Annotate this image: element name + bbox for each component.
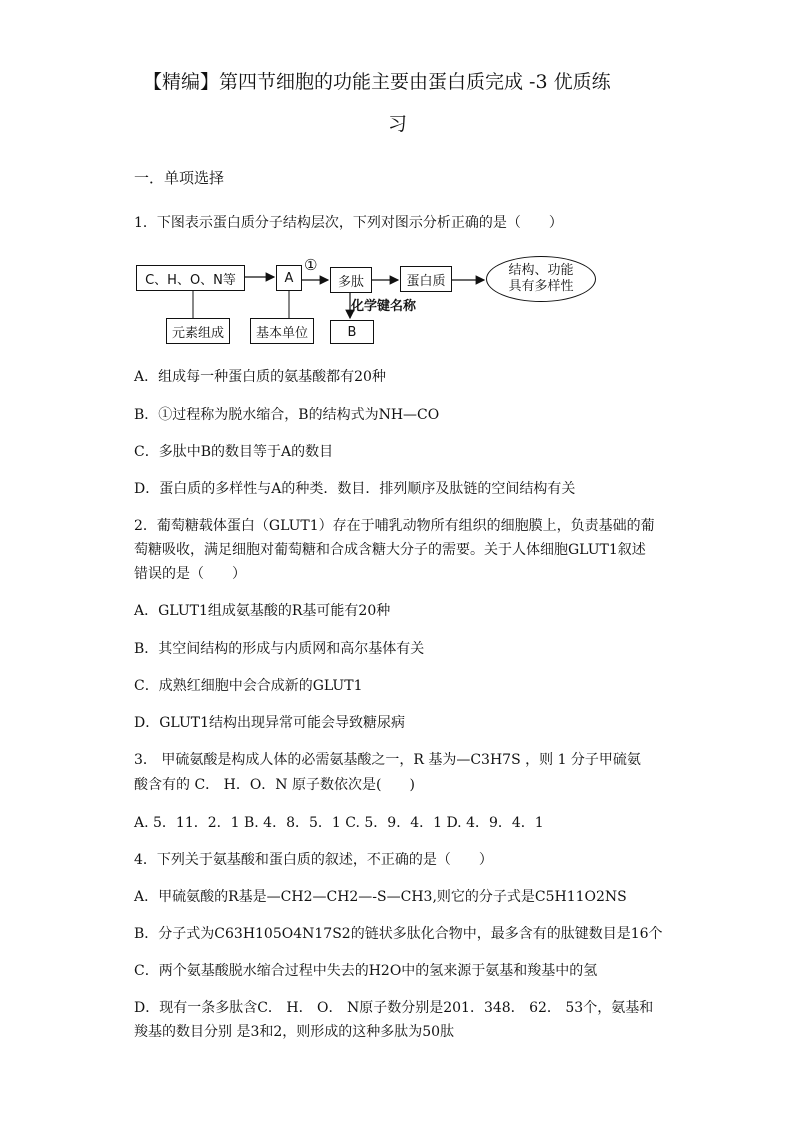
ellipse-text-line2: 具有多样性 [508,279,574,294]
box-b: B [330,320,374,344]
q1-stem: 1．下图表示蛋白质分子结构层次，下列对图示分析正确的是（ ） [134,215,563,231]
q4-option-b: B．分子式为C63H105O4N17S2的链状多肽化合物中，最多含有的肽键数目是16个 [134,926,663,942]
q2-option-b: B．其空间结构的形成与内质网和高尔基体有关 [134,641,425,657]
bond-name-label: 化学键名称 [351,299,417,314]
q4-stem: 4．下列关于氨基酸和蛋白质的叙述，不正确的是（ ） [134,852,493,868]
ellipse-text-line1: 结构、功能 [508,263,574,278]
q2-option-d: D．GLUT1结构出现异常可能会导致糖尿病 [134,715,405,731]
q3-options: A. 5．11．2．1 B. 4．8．5．1 C. 5．9．4．1 D. 4．9．4．1 [134,815,544,831]
q2-stem-line2: 萄糖吸收，满足细胞对葡萄糖和合成含糖大分子的需要。关于人体细胞GLUT1叙述 [134,542,646,558]
document-title-line1: 【精编】第四节细胞的功能主要由蛋白质完成 -3 优质练 [143,71,611,93]
box-element-composition: 元素组成 [166,318,230,344]
box-basic-unit: 基本单位 [250,318,314,344]
circle-one-label: ① [304,256,318,274]
q1-option-a: A．组成每一种蛋白质的氨基酸都有20种 [134,369,386,385]
q2-stem-line1: 2．葡萄糖载体蛋白（GLUT1）存在于哺乳动物所有组织的细胞膜上，负责基础的葡 [134,518,655,534]
q2-stem-line3: 错误的是（ ） [134,566,246,582]
q3-stem-line1: 3． 甲硫氨酸是构成人体的必需氨基酸之一，R 基为—C3H7S ，则 1 分子甲硫氨 [134,752,641,768]
q2-option-a: A．GLUT1组成氨基酸的R基可能有20种 [134,603,391,619]
box-a: A [276,265,302,291]
q3-stem-line2: 酸含有的 C． H．O．N 原子数依次是( ) [134,777,415,793]
q1-option-c: C．多肽中B的数目等于A的数目 [134,444,334,460]
document-title-line2: 习 [388,113,408,135]
box-peptide: 多肽 [330,267,372,293]
q4-option-d-line2: 羧基的数目分别 是3和2，则形成的这种多肽为50肽 [134,1024,455,1040]
q4-option-c: C．两个氨基酸脱水缩合过程中失去的H2O中的氢来源于氨基和羧基中的氢 [134,963,598,979]
q4-option-d-line1: D．现有一条多肽含C． H． O． N原子数分别是201．348． 62． 53个，氨基和 [134,1000,654,1016]
ellipse-structure-function [486,256,596,302]
q4-option-a: A．甲硫氨酸的R基是—CH2—CH2—-S—CH3,则它的分子式是C5H11O2NS [134,889,627,905]
q2-option-c: C．成熟红细胞中会合成新的GLUT1 [134,678,363,694]
q1-option-d: D．蛋白质的多样性与A的种类．数目．排列顺序及肽链的空间结构有关 [134,481,576,497]
q1-option-b: B．①过程称为脱水缩合，B的结构式为NH—CO [134,407,440,423]
box-protein: 蛋白质 [400,266,452,292]
section-heading: 一．单项选择 [134,169,225,187]
box-cho-elements: C、H、O、N等 [136,265,245,291]
